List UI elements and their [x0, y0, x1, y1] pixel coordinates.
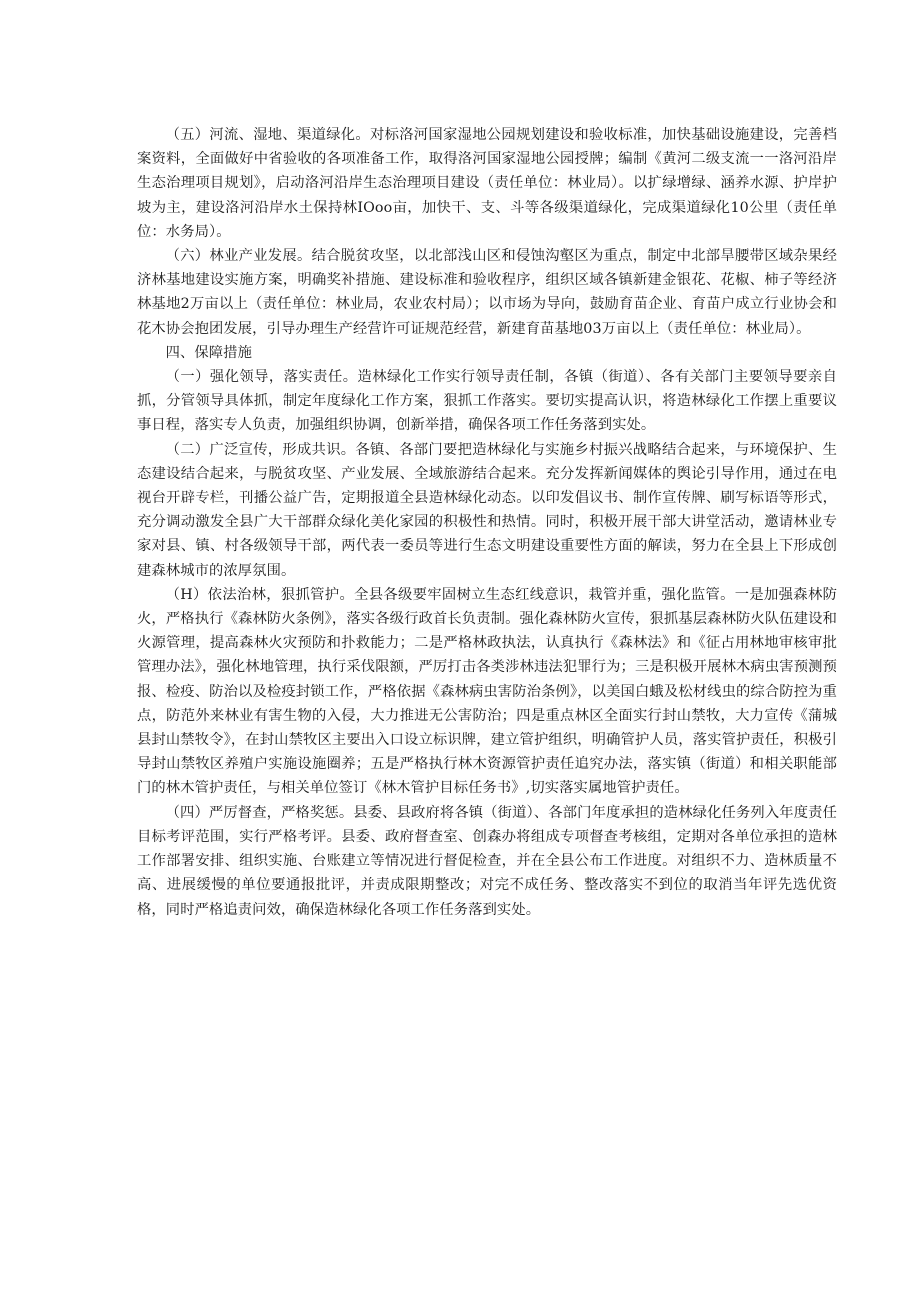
document-body	[137, 123, 837, 922]
paragraph-publicity: （二）广泛宣传，形成共识。各镇、各部门要把造林绿化与实施乡村振兴战略结合起来，与环境保护、生态建设结合起来，与脱贫攻坚、产业发展、全域旅游结合起来。充分发挥新闻媒体的舆论引导作用，通过在电视台开辟专栏，刊播公益广告，定期报道全县造林绿化动态。以印发倡议书、制作宣传牌、刷写标语等形式，充分调动激发全县广大干部群众绿化美化家园的积极性和热情。同时，积极开展干部大讲堂活动，邀请林业专家对县、镇、村各级领导干部，两代表一委员等进行生态文明建设重要性方面的解读，努力在全县上下形成创建森林城市的浓厚氛围。	[137, 441, 837, 579]
paragraph-river-wetland-greening: （五）河流、湿地、渠道绿化。对标洛河国家湿地公园规划建设和验收标准，加快基础设施建设，完善档案资料，全面做好中省验收的各项准备工作，取得洛河国家湿地公园授牌；编制《黄河二级支流一一洛河沿岸生态治理项目规划》，启动洛河沿岸生态治理项目建设（责任单位：林业局）。以扩绿增绿、涵养水源、护岸护坡为主，建设洛河沿岸水土保持林IOoo亩，加快干、支、斗等各级渠道绿化，完成渠道绿化10公里（责任单位：水务局）。	[137, 127, 837, 240]
paragraph-supervision: （四）严厉督查，严格奖惩。县委、县政府将各镇（街道）、各部门年度承担的造林绿化任务列入年度责任目标考评范围，实行严格考评。县委、政府督查室、创森办将组成专项督查考核组，定期对各单位承担的造林工作部署安排、组织实施、台账建立等情况进行督促检查，并在全县公布工作进度。对组织不力、造林质量不高、进展缓慢的单位要通报批评，并责成限期整改；对完不成任务、整改落实不到位的取消当年评先选优资格，同时严格追责问效，确保造林绿化各项工作任务落到实处。	[137, 804, 837, 918]
paragraph-law-enforcement: （H）依法治林，狠抓管护。全县各级要牢固树立生态红线意识，栽管并重，强化监管。一是加强森林防火，严格执行《森林防火条例》，落实各级行政首长负责制。强化森林防火宣传，狠抓基层森林防火队伍建设和火源管理，提高森林火灾预防和扑救能力；二是严格林政执法，认真执行《森林法》和《征占用林地审核审批管理办法》，强化林地管理，执行采伐限额，严厉打击各类涉林违法犯罪行为；三是积极开展林木病虫害预测预报、检疫、防治以及检疫封锁工作，严格依据《森林病虫害防治条例》，以美国白蛾及松材线虫的综合防控为重点，防范外来林业有害生物的入侵，大力推进无公害防治；四是重点林区全面实行封山禁牧，大力宣传《蒲城县封山禁牧令》，在封山禁牧区主要出入口设立标识牌，建立管护组织，明确管护人员，落实管护责任，积极引导封山禁牧区养殖户实施设施圈养；五是严格执行林木资源管护责任追究办法，落实镇（街道）和相关职能部门的林木管护责任，与相关单位签订《林木管护目标任务书》,切实落实属地管护责任。	[137, 586, 837, 797]
paragraph-forestry-industry: （六）林业产业发展。结合脱贫攻坚，以北部浅山区和侵蚀沟壑区为重点，制定中北部旱腰带区域杂果经济林基地建设实施方案，明确奖补措施、建设标准和验收程序，组织区域各镇新建金银花、花椒、柿子等经济林基地2万亩以上（责任单位：林业局，农业农村局）；以市场为导向，鼓励育苗企业、育苗户成立行业协会和花木协会抱团发展，引导办理生产经营许可证规范经营，新建育苗基地03万亩以上（责任单位：林业局）。	[137, 248, 837, 337]
section-heading-safeguards: 四、保障措施	[165, 344, 252, 361]
paragraph-leadership: （一）强化领导，落实责任。造林绿化工作实行领导责任制，各镇（街道）、各有关部门主要领导要亲自抓，分管领导具体抓，制定年度绿化工作方案，狠抓工作落实。要切实提高认识，将造林绿化工作摆上重要议事日程，落实专人负责，加强组织协调，创新举措，确保各项工作任务落到实处。	[137, 369, 837, 434]
